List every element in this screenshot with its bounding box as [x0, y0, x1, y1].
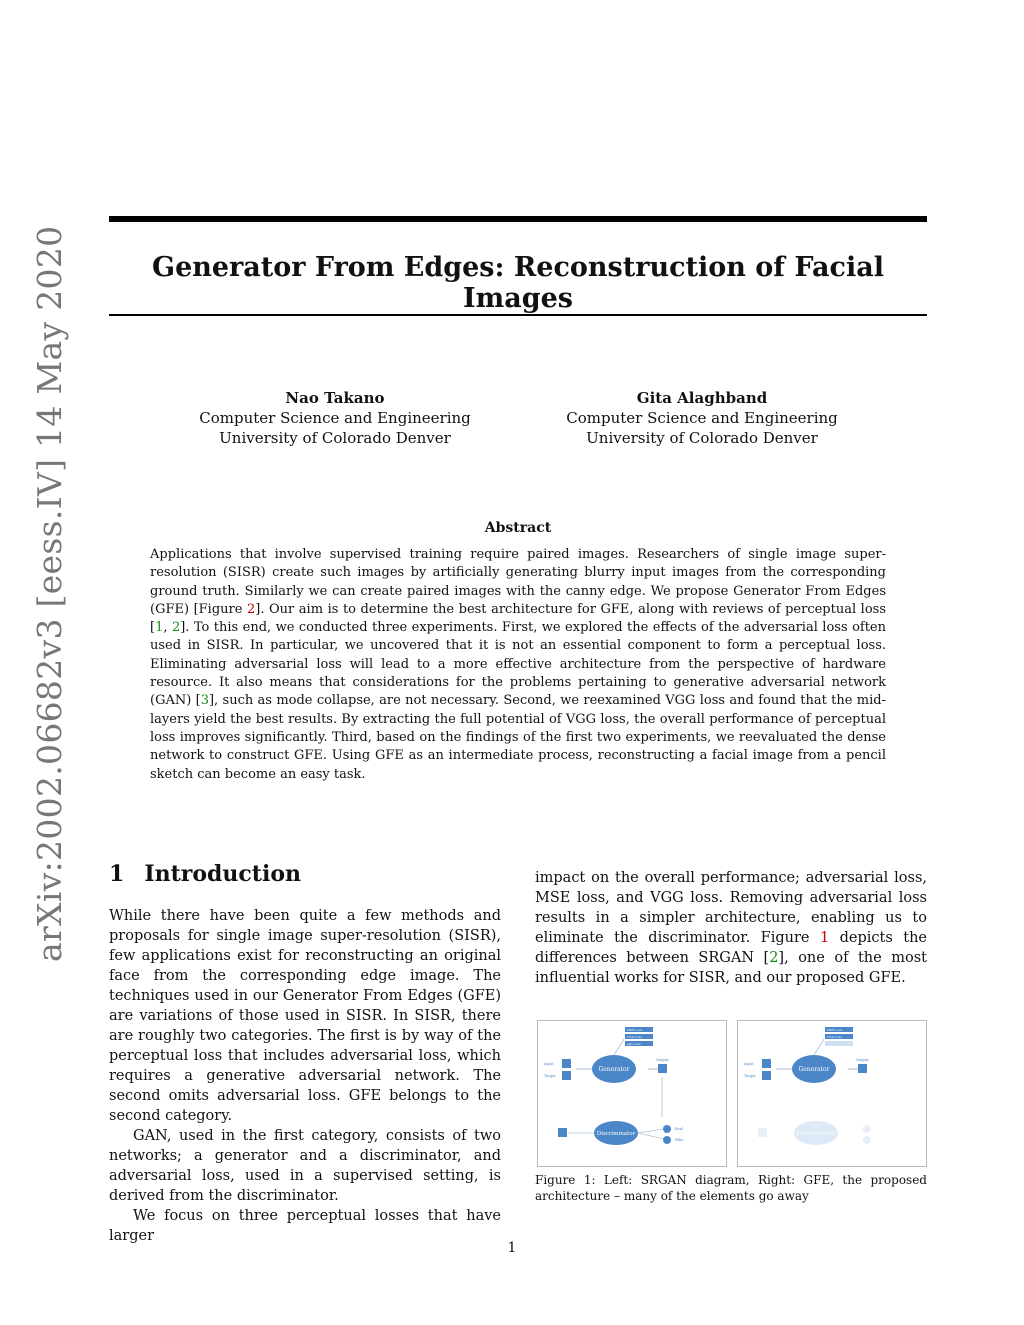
- removed-disc-input-node: [758, 1128, 767, 1137]
- svg-text:Discriminator: Discriminator: [596, 1131, 636, 1137]
- svg-text:Output: Output: [656, 1058, 669, 1062]
- author-department: Computer Science and Engineering: [199, 409, 471, 427]
- section-heading-introduction: [109, 861, 301, 887]
- removed-real-node: [863, 1125, 871, 1133]
- author-affiliation: University of Colorado Denver: [219, 429, 451, 447]
- figure-ref-link[interactable]: 2: [246, 601, 256, 617]
- figure-gfe-diagram: [737, 1020, 927, 1167]
- paragraph: GAN, used in the first category, consists of two networks; a generator and a discriminator, and adversarial loss, used in a supervised setting, is derived from the discriminator.: [109, 1128, 501, 1204]
- section-number: 1: [109, 861, 125, 887]
- figure-ref-link[interactable]: 1: [819, 930, 830, 946]
- abstract-body: Applications that involve supervised training require paired images. Researchers of single image super-resolution (SISR) create such images by artificially generating blurry input images from the corresponding ground truth. Similarly we can create paired images with the canny edge. We propose Generator From Edges (GFE) [Figure 2]. Our aim is to determine the best architecture for GFE, along with reviews of perceptual loss [1, 2]. To this end, we conducted three experiments. First, we explored the effects of the adversarial loss often used in SISR. In particular, we uncovered that it is not an essential component to form a perceptual loss. Eliminating adversarial loss will lead to a more effective architecture from the perspective of hardware resource. It also means that considerations for the problems pertaining to generative adversarial network (GAN) [3], such as mode collapse, are not necessary. Second, we reexamined VGG loss and found that the mid-layers yield the best results. By extracting the full potential of VGG loss, the overall performance of perceptual loss improves significantly. Third, based on the findings of the first two experiments, we reevaluated the dense network to construct GFE. Using GFE as an intermediate process, reconstructing a facial image from a pencil sketch can become an easy task.: [150, 547, 886, 782]
- target-node: [762, 1071, 771, 1080]
- svg-text:Discriminator: Discriminator: [796, 1131, 836, 1137]
- right-column: [535, 868, 927, 988]
- left-column: [109, 906, 501, 1246]
- svg-text:Real: Real: [675, 1127, 683, 1131]
- author-department: Computer Science and Engineering: [566, 409, 838, 427]
- author-name: Gita Alaghband: [636, 389, 768, 407]
- removed-loss-box: [825, 1041, 853, 1046]
- author-affiliation: University of Colorado Denver: [586, 429, 818, 447]
- fake-output-node: [663, 1136, 671, 1144]
- citation-link[interactable]: 2: [171, 620, 181, 636]
- arxiv-identifier: arXiv:2002.06682v3 [eess.IV] 14 May 2020: [30, 225, 69, 962]
- svg-text:Output: Output: [856, 1058, 869, 1062]
- author-block-2: [552, 388, 852, 448]
- author-name: Nao Takano: [285, 389, 385, 407]
- target-node: [562, 1071, 571, 1080]
- srgan-diagram-svg: [538, 1021, 726, 1166]
- svg-text:Target: Target: [744, 1074, 756, 1078]
- svg-text:VGG Loss: VGG Loss: [827, 1035, 842, 1039]
- abstract-heading: Abstract: [484, 520, 552, 536]
- svg-text:MSE Loss: MSE Loss: [827, 1028, 843, 1032]
- section-title: Introduction: [144, 861, 301, 887]
- citation-link[interactable]: 1: [155, 620, 164, 636]
- svg-text:Fake: Fake: [675, 1138, 684, 1142]
- removed-fake-node: [863, 1136, 871, 1144]
- page-number: 1: [507, 1240, 517, 1256]
- paragraph: We focus on three perceptual losses that have larger: [109, 1208, 501, 1244]
- svg-text:VGG Loss: VGG Loss: [627, 1035, 642, 1039]
- disc-input-node: [558, 1128, 567, 1137]
- input-node: [562, 1059, 571, 1068]
- svg-text:Input: Input: [744, 1062, 754, 1066]
- svg-text:Target: Target: [544, 1074, 556, 1078]
- real-output-node: [663, 1125, 671, 1133]
- paragraph: While there have been quite a few methods and proposals for single image super-resolution (SISR), few applications exist for reconstructing an original face from the corresponding edge image. The techniques used in our Generator From Edges (GFE) are variations of those used in SISR. In SISR, there are roughly two categories. The first is by way of the perceptual loss that includes adversarial loss, which requires a generative adversarial network. The second omits adversarial loss. GFE belongs to the second category.: [109, 908, 501, 1124]
- citation-link[interactable]: 2: [769, 950, 779, 966]
- input-node: [762, 1059, 771, 1068]
- svg-text:Adv Loss: Adv Loss: [627, 1042, 641, 1046]
- title-bottom-rule: [109, 314, 927, 316]
- title-top-rule: [109, 216, 927, 222]
- output-node: [858, 1064, 867, 1073]
- author-block-1: [185, 388, 485, 448]
- paragraph: impact on the overall performance; adversarial loss, MSE loss, and VGG loss. Removing adversarial loss results in a simpler architecture, enabling us to eliminate the discriminator. Figure 1 depicts the differences between SRGAN [2], one of the most influential works for SISR, and our proposed GFE.: [535, 870, 928, 986]
- output-node: [658, 1064, 667, 1073]
- svg-text:Generator: Generator: [798, 1066, 830, 1073]
- gfe-diagram-svg: [738, 1021, 926, 1166]
- svg-text:Input: Input: [544, 1062, 554, 1066]
- figure-srgan-diagram: [537, 1020, 727, 1167]
- svg-text:Generator: Generator: [598, 1066, 630, 1073]
- svg-text:MSE Loss: MSE Loss: [627, 1028, 643, 1032]
- paper-title: Generator From Edges: Reconstruction of Facial Images: [152, 252, 884, 314]
- figure-caption: Figure 1: Left: SRGAN diagram, Right: GFE, the proposed architecture – many of the elements go away: [535, 1173, 927, 1203]
- citation-link[interactable]: 3: [200, 693, 209, 709]
